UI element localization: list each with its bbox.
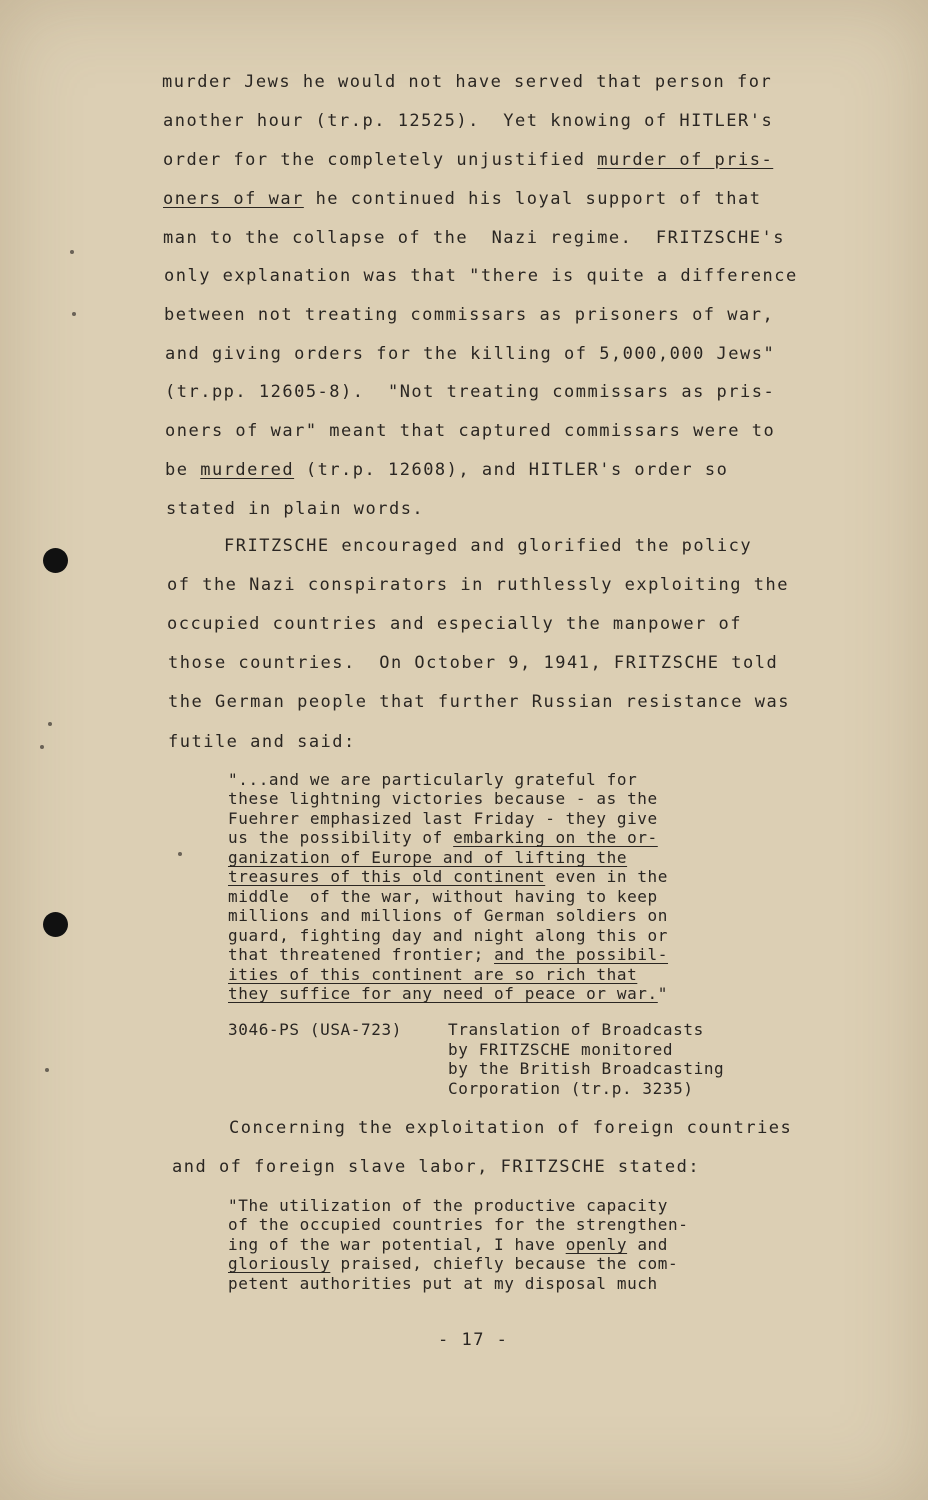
quote-line [228,867,668,887]
quote-line [228,965,637,985]
quote-line [228,828,658,848]
text-line: stated in plain words. [166,499,425,519]
speck [72,312,76,316]
citation-line: by the British Broadcasting [448,1059,725,1079]
text-span: order for the completely unjustified [163,150,598,170]
underlined-text: they suffice for any need of peace or war. [228,984,658,1003]
underlined-text: ities of this continent are so rich that [228,965,638,984]
text-span: and [627,1235,669,1254]
text-span: even in the [545,867,669,886]
quote-line: these lightning victories because - as the [228,789,658,808]
text-line [163,189,762,209]
text-line: the German people that further Russian resistance was [168,692,790,712]
quote-line [228,984,668,1004]
underlined-text: ganization of Europe and of lifting the [228,848,628,867]
underlined-text: oners of war [163,189,304,209]
citation-line: Translation of Broadcasts [448,1020,704,1039]
citation-text [448,1020,724,1098]
text-line: between not treating commissars as prisoners of war, [164,305,775,325]
quote-line: Fuehrer emphasized last Friday - they give [228,809,658,828]
speck [40,745,44,749]
page-number: - 17 - [438,1330,509,1350]
underlined-text: murder of pris- [597,150,774,170]
speck [45,1068,49,1072]
text-span: us the possibility of [228,828,454,847]
speck [70,250,74,254]
quote-line [228,1235,668,1255]
text-line: futile and said: [168,732,356,752]
text-span: be [165,460,201,480]
text-line: Concerning the exploitation of foreign countries [229,1118,793,1138]
text-span: praised, chiefly because the com- [330,1254,679,1273]
underlined-text: gloriously [228,1254,331,1273]
text-line: another hour (tr.p. 12525). Yet knowing of HITLER's [163,111,774,131]
text-line: (tr.pp. 12605-8). "Not treating commissars as pris- [165,382,776,402]
text-line: oners of war" meant that captured commissars were to [165,421,776,441]
quote-line: petent authorities put at my disposal much [228,1274,658,1293]
citation-id: 3046-PS (USA-723) [228,1020,402,1039]
text-line: of the Nazi conspirators in ruthlessly exploiting the [167,575,789,595]
quote-line [228,945,668,965]
text-line [163,150,773,170]
text-span: (tr.p. 12608), and HITLER's order so [294,460,729,480]
speck [48,722,52,726]
punch-hole-bottom [43,912,68,937]
text-line: man to the collapse of the Nazi regime. FRITZSCHE's [163,228,785,248]
quote-line: middle of the war, without having to keep [228,887,658,906]
citation-line: by FRITZSCHE monitored [448,1039,674,1059]
text-line: occupied countries and especially the manpower of [167,614,743,634]
quote-line [228,1254,678,1274]
text-line: and giving orders for the killing of 5,000,000 Jews" [165,344,776,364]
speck [178,852,182,856]
text-line: FRITZSCHE encouraged and glorified the policy [224,536,753,556]
underlined-text: and the possibil- [494,945,669,964]
text-span: ing of the war potential, I have [228,1235,566,1254]
quote-line [228,848,627,868]
underlined-text: embarking on the or- [453,828,658,847]
quote-line: "...and we are particularly grateful for [228,770,638,789]
quote-line: millions and millions of German soldiers on [228,906,669,925]
text-span: that threatened frontier; [228,945,495,964]
text-line: only explanation was that "there is quite a difference [164,266,798,286]
text-line: those countries. On October 9, 1941, FRITZSCHE told [168,653,779,673]
underlined-text: openly [565,1235,628,1254]
quote-line: of the occupied countries for the strengthen- [228,1215,689,1234]
underlined-text: treasures of this old continent [228,867,546,886]
punch-hole-top [43,548,68,573]
text-line: murder Jews he would not have served that person for [162,72,773,92]
quote-line: "The utilization of the productive capacity [228,1196,669,1215]
text-span: he continued his loyal support of that [303,189,762,209]
text-line [165,460,728,480]
text-line: and of foreign slave labor, FRITZSCHE stated: [172,1157,701,1177]
quote-line: guard, fighting day and night along this or [228,926,669,945]
citation-line: Corporation (tr.p. 3235) [448,1078,694,1098]
text-span: " [657,984,669,1003]
underlined-text: murdered [200,460,295,480]
